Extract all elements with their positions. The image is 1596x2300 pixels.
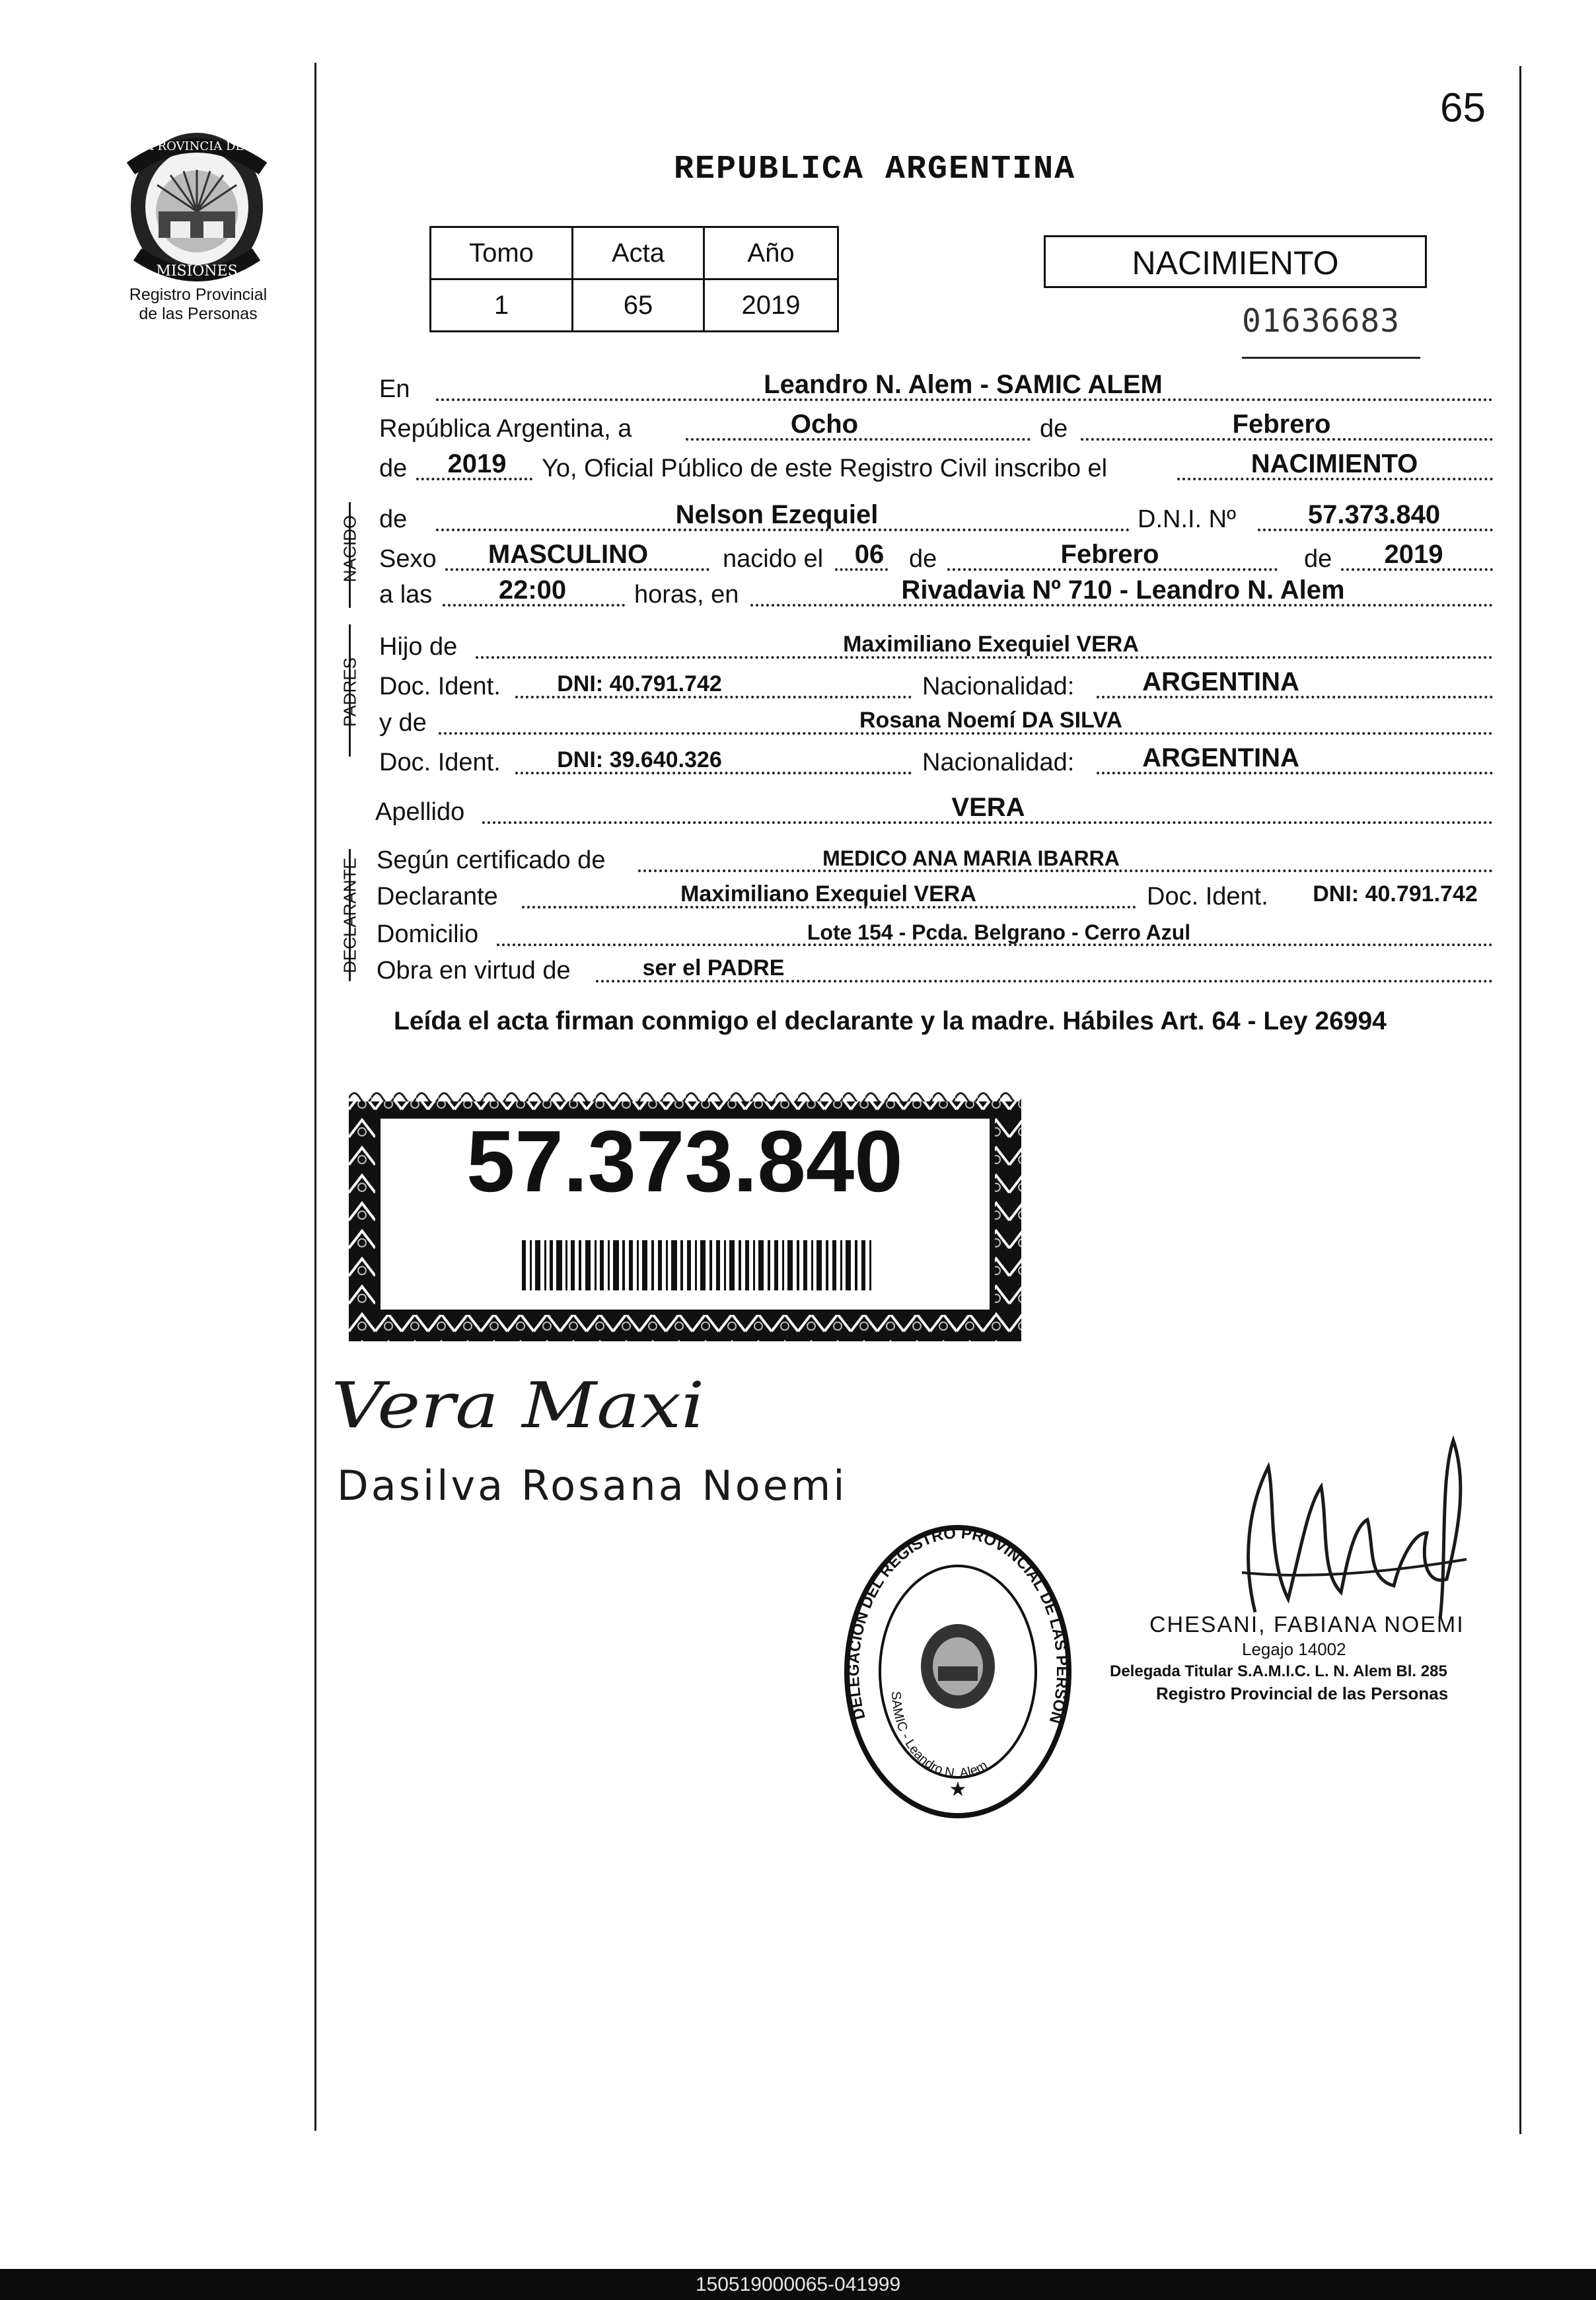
row-madre: y de Rosana Noemí DA SILVA xyxy=(0,700,1519,743)
reason-value: ser el PADRE xyxy=(642,955,785,981)
right-margin-line xyxy=(1519,66,1521,2134)
row-obra: Obra en virtud de ser el PADRE xyxy=(0,948,1519,990)
dni-stamp-number: 57.373.840 xyxy=(466,1113,903,1210)
declarante-section-label: DECLARANTE xyxy=(340,858,360,973)
record-header-ano: Año xyxy=(704,227,838,279)
father-signature xyxy=(324,1361,826,1450)
place-value: Leandro N. Alem - SAMIC ALEM xyxy=(764,370,1163,399)
record-table xyxy=(429,226,839,332)
month-value: Febrero xyxy=(1232,410,1331,439)
logo-caption: Registro Provincial de las Personas xyxy=(129,285,268,323)
day-value: Ocho xyxy=(790,410,859,439)
father-doc-value: DNI: 40.791.742 xyxy=(557,671,722,696)
row-nacido-sexo: Sexo MASCULINO nacido el 06 de Febrero de 2019 xyxy=(0,537,1519,579)
row-certificado: Según certificado de MEDICO ANA MARIA IBARRA xyxy=(0,838,1519,880)
mother-nationality-value: ARGENTINA xyxy=(1142,743,1299,772)
padres-section-label: PADRES xyxy=(340,657,360,727)
logo-top-text: PROVINCIA DE xyxy=(149,139,244,153)
row-padre: Hijo de Maximiliano Exequiel VERA xyxy=(0,624,1519,667)
logo-bottom-text: MISIONES xyxy=(156,263,238,279)
seal-outer-text: DELEGACION DEL REGISTRO PROVINCIAL DE LAS PERSON xyxy=(844,1524,1071,1726)
certificate-value: MEDICO ANA MARIA IBARRA xyxy=(822,846,1120,870)
closing-statement: Leída el acta firman conmigo el declarante y la madre. Hábiles Art. 64 - Ley 26994 xyxy=(394,1007,1387,1035)
father-signature-text: Vera Maxi xyxy=(331,1368,705,1443)
row-apellido: Apellido VERA xyxy=(0,790,1519,832)
year-value: 2019 xyxy=(447,449,507,478)
barcode xyxy=(522,1240,871,1290)
svg-text:SAMIC - Leandro N. Alem xyxy=(889,1691,990,1781)
row-madre-doc: Doc. Ident. DNI: 39.640.326 Nacionalidad: ARGENTINA xyxy=(0,740,1519,782)
mother-doc-value: DNI: 39.640.326 xyxy=(557,747,722,772)
surname-value: VERA xyxy=(951,793,1025,822)
child-dni-value: 57.373.840 xyxy=(1307,500,1441,529)
birth-month-value: Febrero xyxy=(1060,540,1159,569)
nacido-section-label: NACIDO xyxy=(340,515,360,583)
record-header-tomo: Tomo xyxy=(431,227,573,279)
official-legajo: Legajo 14002 xyxy=(1242,1639,1346,1659)
father-nationality-value: ARGENTINA xyxy=(1142,667,1299,696)
svg-text:★: ★ xyxy=(949,1779,967,1800)
birth-place-value: Rivadavia Nº 710 - Leandro N. Alem xyxy=(901,575,1345,605)
record-ano: 2019 xyxy=(704,279,838,332)
inscribe-value: NACIMIENTO xyxy=(1251,449,1418,478)
father-name-value: Maximiliano Exequiel VERA xyxy=(843,632,1139,657)
sex-value: MASCULINO xyxy=(488,540,649,569)
seal-inner-text: SAMIC - Leandro N. Alem xyxy=(888,1691,990,1781)
address-value: Lote 154 - Pcda. Belgrano - Cerro Azul xyxy=(807,920,1191,944)
declarant-doc-value: DNI: 40.791.742 xyxy=(1313,881,1478,907)
record-type-box: NACIMIENTO xyxy=(1044,235,1427,288)
record-header-acta: Acta xyxy=(573,227,704,279)
serial-underline xyxy=(1242,357,1420,359)
record-tomo: 1 xyxy=(431,279,573,332)
official-signature xyxy=(1229,1427,1480,1629)
row-nacido-hora: a las 22:00 horas, en Rivadavia Nº 710 - Leandro N. Alem xyxy=(0,572,1519,614)
official-role: Delegada Titular S.A.M.I.C. L. N. Alem Bl. 285 xyxy=(1110,1662,1447,1680)
misiones-logo xyxy=(118,122,276,287)
official-office: Registro Provincial de las Personas xyxy=(1156,1684,1449,1703)
row-padre-doc: Doc. Ident. DNI: 40.791.742 Nacionalidad: ARGENTINA xyxy=(0,664,1519,706)
mother-signature xyxy=(330,1447,925,1523)
page-number: 65 xyxy=(1440,85,1486,131)
row-en: En Leandro N. Alem - SAMIC ALEM xyxy=(0,367,1519,409)
document-title: REPUBLICA ARGENTINA xyxy=(674,151,1076,188)
row-domicilio: Domicilio Lote 154 - Pcda. Belgrano - Cerro Azul xyxy=(0,912,1519,954)
birth-hour-value: 22:00 xyxy=(498,575,567,605)
birth-day-value: 06 xyxy=(854,540,885,569)
birth-year-value: 2019 xyxy=(1384,540,1443,569)
child-name-value: Nelson Ezequiel xyxy=(675,500,879,529)
footer-code: 150519000065-041999 xyxy=(0,2269,1596,2300)
row-year: de 2019 Yo, Oficial Público de este Registro Civil inscribo el NACIMIENTO xyxy=(0,446,1519,488)
serial-number: 01636683 xyxy=(1242,303,1400,340)
official-name: CHESANI, FABIANA NOEMI xyxy=(1149,1612,1465,1637)
declarant-name-value: Maximiliano Exequiel VERA xyxy=(680,881,976,907)
dni-stamp xyxy=(349,1087,1021,1341)
row-declarante: Declarante Maximiliano Exequiel VERA Doc. Ident. DNI: 40.791.742 xyxy=(377,881,1478,910)
row-nacido-name: de Nelson Ezequiel D.N.I. Nº 57.373.840 xyxy=(0,497,1519,539)
mother-name-value: Rosana Noemí DA SILVA xyxy=(859,708,1122,733)
row-republica: República Argentina, a Ocho de Febrero xyxy=(0,406,1519,449)
mother-signature-text: Dasilva Rosana Noemi xyxy=(337,1462,848,1510)
record-acta: 65 xyxy=(573,279,704,332)
official-stamp xyxy=(1110,1612,1493,1704)
registry-seal xyxy=(839,1520,1077,1827)
